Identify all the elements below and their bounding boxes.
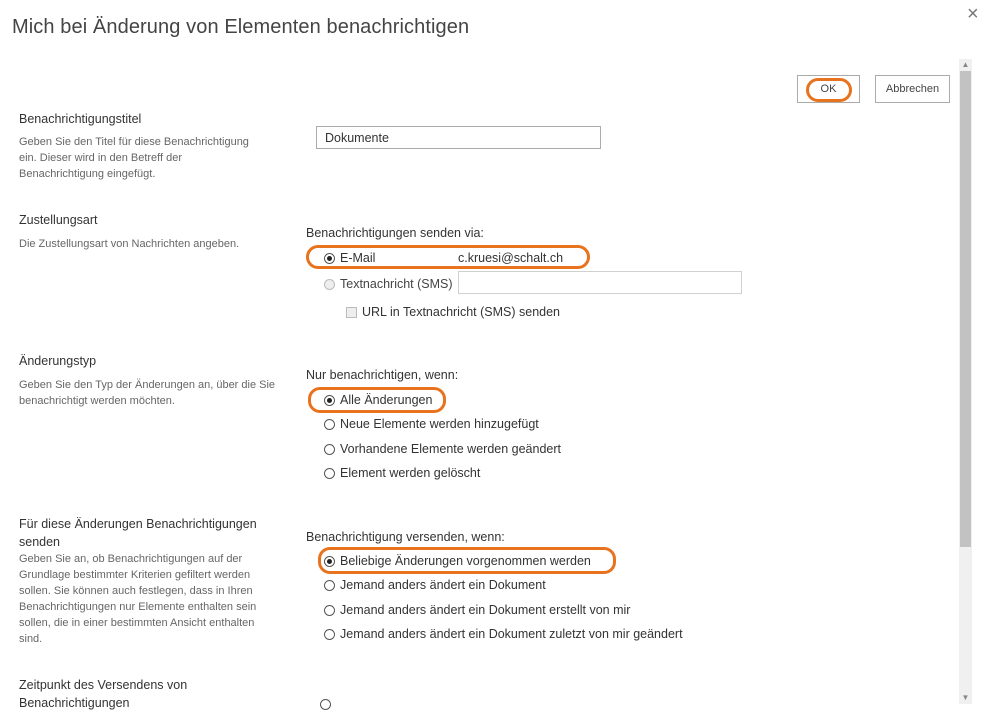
ok-button[interactable]: OK — [797, 75, 860, 103]
filter-option-label: Jemand anders ändert ein Dokument — [340, 578, 546, 592]
filter-radio-created-by-me[interactable] — [324, 605, 335, 616]
section-heading-delivery: Zustellungsart — [19, 213, 98, 227]
scrollbar-thumb[interactable] — [960, 71, 971, 547]
section-heading-title: Benachrichtigungstitel — [19, 112, 142, 126]
change-type-option-modified[interactable] — [324, 442, 561, 456]
section-heading-timing: Zeitpunkt des Versendens von Benachrichtigungen — [19, 678, 188, 710]
sms-radio[interactable] — [324, 279, 335, 290]
email-radio[interactable] — [324, 253, 335, 264]
change-type-option-label: Vorhandene Elemente werden geändert — [340, 442, 561, 456]
section-description-filter: Geben Sie an, ob Benachrichtigungen auf der Grundlage bestimmter Kriterien gefiltert werden sollen. Sie können auch festlegen, dass in Ihren Benachrichtigungen nur Elemente enthalten sein sollen, die in einer bestimmten Ansicht enthalten sind. — [19, 553, 257, 645]
change-type-radio-deleted[interactable] — [324, 468, 335, 479]
section-description-title: Geben Sie den Titel für diese Benachrichtigung ein. Dieser wird in den Betreff der Benachrichtigung eingefügt. — [19, 136, 249, 180]
cancel-button[interactable]: Abbrechen — [875, 75, 950, 103]
filter-option-any[interactable] — [324, 554, 591, 568]
email-option[interactable] — [324, 251, 375, 265]
filter-option-someone-changes[interactable] — [324, 578, 546, 592]
close-icon[interactable]: × — [967, 3, 979, 25]
section-description-delivery: Die Zustellungsart von Nachrichten angeben. — [19, 238, 240, 250]
url-sms-option[interactable] — [346, 305, 560, 319]
change-type-option-deleted[interactable] — [324, 466, 480, 480]
filter-label: Benachrichtigung versenden, wenn: — [306, 530, 505, 544]
filter-radio-any[interactable] — [324, 556, 335, 567]
section-heading-change-type: Änderungstyp — [19, 354, 97, 368]
email-label: E-Mail — [340, 251, 376, 265]
change-type-option-label: Neue Elemente werden hinzugefügt — [340, 417, 539, 431]
change-type-option-label: Alle Änderungen — [340, 393, 433, 407]
scrollbar[interactable] — [959, 59, 972, 704]
change-type-option-all[interactable] — [324, 393, 432, 407]
section-description-change-type: Geben Sie den Typ der Änderungen an, über die Sie benachrichtigt werden möchten. — [19, 379, 276, 407]
chevron-up-icon[interactable]: ▲ — [961, 60, 970, 69]
change-type-radio-modified[interactable] — [324, 444, 335, 455]
change-type-option-added[interactable] — [324, 417, 539, 431]
change-type-radio-added[interactable] — [324, 419, 335, 430]
sms-label: Textnachricht (SMS) — [340, 277, 453, 291]
filter-option-label: Beliebige Änderungen vorgenommen werden — [340, 554, 591, 568]
chevron-down-icon[interactable]: ▼ — [961, 693, 970, 702]
alert-title-input[interactable] — [316, 126, 601, 149]
section-heading-filter: Für diese Änderungen Benachrichtigungen senden — [19, 517, 257, 549]
url-sms-label: URL in Textnachricht (SMS) senden — [362, 305, 561, 319]
change-type-option-label: Element werden gelöscht — [340, 466, 481, 480]
delivery-label: Benachrichtigungen senden via: — [306, 226, 484, 240]
url-sms-checkbox[interactable] — [346, 307, 357, 318]
filter-option-created-by-me[interactable] — [324, 603, 630, 617]
timing-radio-partial — [320, 699, 331, 704]
filter-option-modified-by-me[interactable] — [324, 627, 683, 641]
change-type-radio-all[interactable] — [324, 395, 335, 406]
sms-option[interactable] — [324, 277, 453, 291]
change-type-label: Nur benachrichtigen, wenn: — [306, 368, 459, 382]
filter-option-label: Jemand anders ändert ein Dokument erstellt von mir — [340, 603, 631, 617]
filter-option-label: Jemand anders ändert ein Dokument zuletzt von mir geändert — [340, 627, 683, 641]
filter-radio-modified-by-me[interactable] — [324, 629, 335, 640]
email-address: c.kruesi@schalt.ch — [458, 251, 564, 265]
sms-number-input[interactable] — [458, 271, 742, 294]
page-title: Mich bei Änderung von Elementen benachrichtigen — [12, 16, 470, 38]
filter-radio-someone-changes[interactable] — [324, 580, 335, 591]
